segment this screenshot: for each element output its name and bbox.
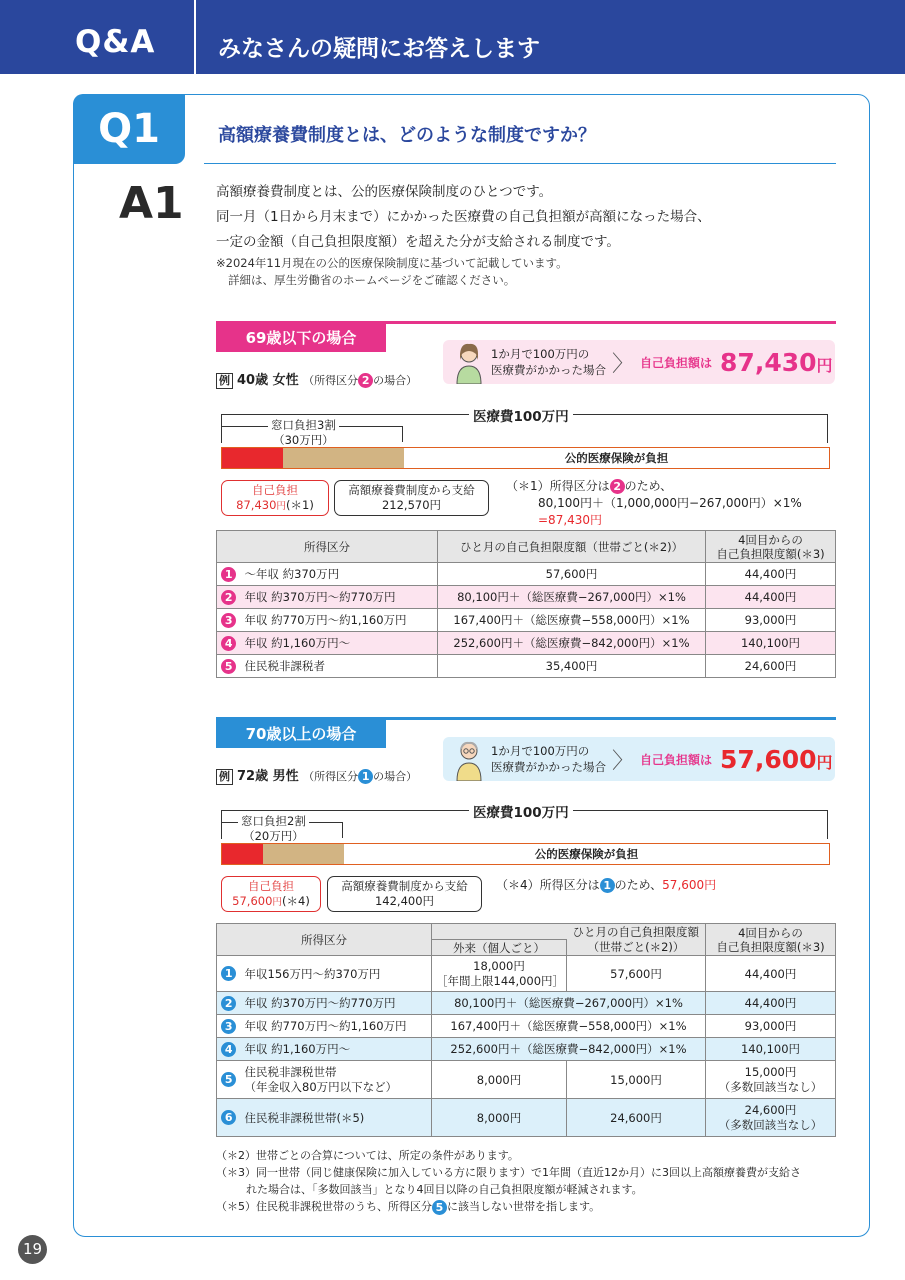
row-fourth: 93,000円 [706,1015,836,1038]
row-number-badge: 5 [221,659,236,674]
income-number-badge: 2 [358,373,373,388]
col-header-household: （世帯ごと(＊2)） [567,940,706,956]
amount-unit: 円 [816,355,833,375]
subsidy-label: 高額療養費制度から支給 [341,879,468,893]
row-number-badge: 1 [221,567,236,582]
col-header-fourth [706,924,836,956]
row-label: 住民税非課税者 [241,655,438,678]
col-header-outpatient: 外来（個人ごと） [432,940,567,956]
table-row [217,1099,836,1137]
answer-line: 高額療養費制度とは、公的医療保険制度のひとつです。 [216,184,553,200]
question-underline [204,163,836,164]
subsidy-segment [263,844,344,864]
header-line: 自己負担限度額(＊3) [716,939,825,954]
row-limit: 167,400円＋（総医療費−558,000円）×1% [438,609,706,632]
row-limit: 252,600円＋（総医療費−842,000円）×1% [432,1038,706,1061]
page-number: 19 [18,1235,47,1264]
cell-line: （年金収入80万円以下など） [244,1079,398,1094]
elderly-man-icon [453,737,485,781]
answer-text [216,180,711,255]
row-number-badge: 4 [221,636,236,651]
row-label: 〜年収 約370万円 [241,563,438,586]
row-limit: 80,100円＋（総医療費−267,000円）×1% [438,586,706,609]
table-row [217,563,836,586]
cost-title: 医療費100万円 [469,801,573,821]
cell-line: 24,600円 [744,1102,797,1117]
example-70 [216,765,417,785]
calc-note-70 [496,877,716,894]
footnotes [216,1147,836,1215]
table-row [217,1015,836,1038]
subsidy-segment [283,448,404,468]
row-limit: 80,100円＋（総医療費−267,000円）×1% [432,992,706,1015]
col-header-month: ひと月の自己負担限度額 [567,924,706,940]
example-post: の場合） [373,374,418,387]
self-pay-callout [221,876,321,912]
calc-result: =87,430円 [538,513,603,527]
cell-line: （多数回該当なし） [718,1117,823,1132]
note-line: 詳細は、厚生労働省のホームページをご確認ください。 [228,273,516,287]
window-share [268,418,339,448]
row-label [241,1061,432,1099]
table-row [217,1038,836,1061]
window-line: （20万円） [243,829,304,843]
row-limit: 167,400円＋（総医療費−558,000円）×1% [432,1015,706,1038]
bubble-label: 自己負担額は [640,752,713,767]
self-label: 自己負担 [252,483,298,497]
col-header-kubun: 所得区分 [217,924,432,956]
row-fourth: 44,400円 [706,956,836,992]
self-amount: 57,600 [232,894,273,908]
table-row [217,992,836,1015]
calc-text: （＊4）所得区分は [496,878,600,892]
income-number-badge: 5 [432,1200,447,1215]
row-household: 24,600円 [567,1099,706,1137]
bubble-amount [720,348,833,377]
table-row [217,655,836,678]
self-pay-segment [222,844,263,864]
subsidy-callout [327,876,482,912]
header-line: 自己負担限度額(＊3) [716,546,825,561]
woman-icon [453,340,485,384]
limit-table-69 [216,530,836,678]
example-person: 40歳 女性 [237,373,299,388]
table-row [217,956,836,992]
footnote-3: （＊3）同一世帯（同じ健康保険に加入している方に限ります）で1年間（直近12か月）に3回以上高額療養費が支給さ [216,1166,801,1179]
amount-value: 87,430 [720,347,817,377]
income-number-badge: 2 [610,479,625,494]
header-line: 4回目からの [738,532,803,547]
answer-line: 同一月（1日から月末まで）にかかった医療費の自己負担額が高額になった場合、 [216,209,711,225]
row-number-badge: 2 [221,996,236,1011]
insurance-segment: 公的医療保険が負担 [564,451,669,465]
example-pre: （所得区分 [303,374,359,387]
self-amount: 87,430 [236,498,277,512]
bubble-line: 1か月で100万円の [491,744,590,758]
row-number-badge: 2 [221,590,236,605]
row-outpatient: 8,000円 [432,1061,567,1099]
a1-label: A1 [119,178,184,229]
row-label: 年収 約370万円〜約770万円 [241,586,438,609]
section-70-tag: 70歳以上の場合 [216,720,386,748]
header-title: みなさんの疑問にお答えします [218,36,540,62]
row-number-badge: 6 [221,1110,236,1125]
page-header [0,0,905,74]
self-pay-callout [221,480,329,516]
cost-bar [221,843,830,865]
row-number-badge: 3 [221,613,236,628]
row-number-badge: 1 [221,966,236,981]
calc-note-69 [506,478,802,529]
income-number-badge: 1 [600,878,615,893]
row-household: 15,000円 [567,1061,706,1099]
row-fourth: 44,400円 [706,992,836,1015]
bubble-amount [720,745,833,774]
row-fourth: 44,400円 [706,586,836,609]
row-fourth: 24,600円 [706,655,836,678]
subsidy-amount: 142,400円 [374,894,435,908]
bubble-line: 医療費がかかった場合 [491,760,606,774]
row-label: 年収 約1,160万円〜 [241,632,438,655]
col-header-fourth [706,531,836,563]
row-label: 年収 約770万円〜約1,160万円 [241,1015,432,1038]
bubble-label: 自己負担額は [640,355,713,370]
row-number-badge: 4 [221,1042,236,1057]
amount-value: 57,600 [720,744,817,774]
amount-unit: 円 [816,752,833,772]
cell-line: （多数回該当なし） [718,1079,823,1094]
footnote-text: （＊5）住民税非課税世帯のうち、所得区分 [216,1200,432,1213]
cell-line: 住民税非課税世帯 [244,1064,337,1079]
row-label: 住民税非課税世帯(＊5) [241,1099,432,1137]
row-fourth: 140,100円 [706,632,836,655]
cost-title: 医療費100万円 [469,405,573,425]
example-post: の場合） [373,770,418,783]
bubble-line: 医療費がかかった場合 [491,363,606,377]
row-household: 57,600円 [567,956,706,992]
col-header-limit: ひと月の自己負担限度額（世帯ごと(＊2)） [438,531,706,563]
row-limit: 252,600円＋（総医療費−842,000円）×1% [438,632,706,655]
bubble-condition [491,743,606,775]
row-fourth [706,1061,836,1099]
row-fourth: 140,100円 [706,1038,836,1061]
self-label: 自己負担 [248,879,294,893]
row-limit: 57,600円 [438,563,706,586]
row-label: 年収 約770万円〜約1,160万円 [241,609,438,632]
calc-result: 57,600円 [662,878,717,892]
calc-text: のため、 [624,479,673,493]
example-mark: 例 [216,373,233,389]
table-row [217,609,836,632]
row-fourth: 44,400円 [706,563,836,586]
table-row [217,1061,836,1099]
example-person: 72歳 男性 [237,769,299,784]
row-outpatient: 8,000円 [432,1099,567,1137]
qa-label: Q&A [75,24,156,60]
subsidy-amount: 212,570円 [381,498,442,512]
chevron-right-icon: 〉 [612,351,635,377]
result-bubble-69 [443,340,835,384]
answer-note [216,255,568,289]
header-line: 4回目からの [738,925,803,940]
example-mark: 例 [216,769,233,785]
calc-formula: 80,100円＋（1,000,000円−267,000円）×1% [538,496,802,510]
window-line: 窓口負担3割 [271,418,336,432]
note-line: ※2024年11月現在の公的医療保険制度に基づいて記載しています。 [216,256,568,270]
row-outpatient [432,956,567,992]
self-note: (＊1) [286,498,314,512]
self-unit: 円 [272,897,283,908]
result-bubble-70 [443,737,835,781]
self-unit: 円 [276,501,287,512]
footnote-2: （＊2）世帯ごとの合算については、所定の条件があります。 [216,1149,519,1162]
limit-table-70 [216,923,836,1137]
row-label: 年収 約1,160万円〜 [241,1038,432,1061]
row-label: 年収 約370万円〜約770万円 [241,992,432,1015]
cost-bar [221,447,830,469]
self-pay-segment [222,448,283,468]
income-number-badge: 1 [358,769,373,784]
bubble-condition [491,346,606,378]
question-text: 高額療養費制度とは、どのような制度ですか？ [218,125,596,146]
answer-line: 一定の金額（自己負担限度額）を超えた分が支給される制度です。 [216,234,620,250]
footnote-5 [216,1198,836,1215]
row-number-badge: 5 [221,1072,236,1087]
subsidy-label: 高額療養費制度から支給 [348,483,475,497]
self-note: (＊4) [282,894,310,908]
footnote-text: に該当しない世帯を指します。 [447,1200,601,1213]
q1-badge: Q1 [73,94,185,164]
window-share [238,814,309,844]
table-row [217,632,836,655]
example-pre: （所得区分 [303,770,359,783]
cell-line: 15,000円 [744,1064,797,1079]
table-row [217,586,836,609]
calc-text: のため、 [614,878,663,892]
row-number-badge: 3 [221,1019,236,1034]
cell-line: ［年間上限144,000円］ [436,973,565,988]
calc-text: （＊1）所得区分は [506,479,610,493]
row-fourth [706,1099,836,1137]
section-69-tag: 69歳以下の場合 [216,324,386,352]
window-line: （30万円） [273,433,334,447]
row-limit: 35,400円 [438,655,706,678]
chevron-right-icon: 〉 [612,748,635,774]
col-header-kubun: 所得区分 [217,531,438,563]
row-fourth: 93,000円 [706,609,836,632]
example-69 [216,369,417,389]
footnote-3-cont: れた場合は、「多数回該当」となり4回目以降の自己負担限度額が軽減されます。 [246,1183,643,1196]
window-line: 窓口負担2割 [241,814,306,828]
header-divider [194,0,196,74]
subsidy-callout [334,480,489,516]
insurance-segment: 公的医療保険が負担 [534,847,639,861]
row-label: 年収156万円〜約370万円 [241,956,432,992]
bubble-line: 1か月で100万円の [491,347,590,361]
cell-line: 18,000円 [473,958,525,973]
